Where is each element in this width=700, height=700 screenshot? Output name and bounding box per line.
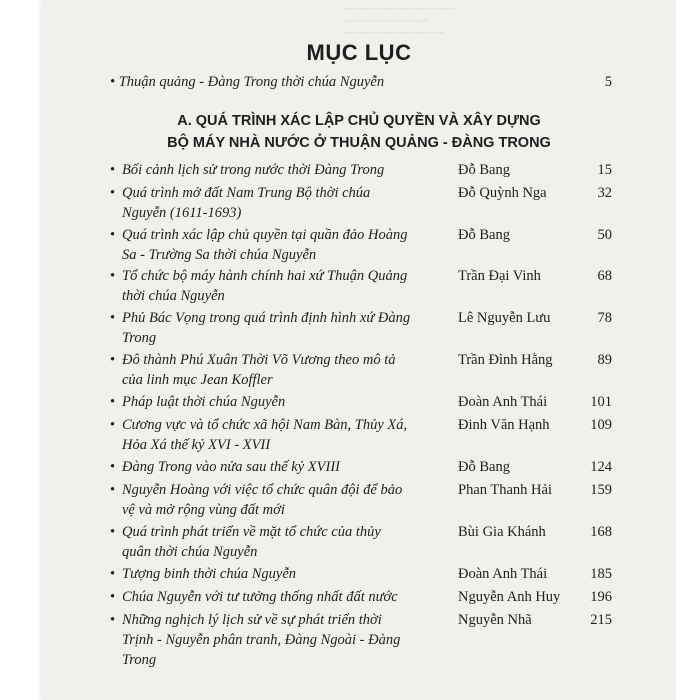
entry-title: Quá trình phát triển về mặt tổ chức của thủy quân thời chúa Nguyễn xyxy=(122,524,381,560)
entry-title: Bối cảnh lịch sử trong nước thời Đàng Trong xyxy=(122,162,385,178)
entry-author: Trần Đình Hằng xyxy=(458,352,553,368)
entry-author: Đỗ Bang xyxy=(458,459,510,475)
entry-page: 168 xyxy=(590,524,612,540)
book-page xyxy=(42,0,676,700)
bullet: • xyxy=(110,394,116,410)
entry-author: Đỗ Bang xyxy=(458,227,510,243)
entry-author: Đinh Văn Hạnh xyxy=(458,417,550,433)
bullet: • xyxy=(110,162,116,178)
show-through-text: ~~~~~~~~~~~~~~~~~~~~~ ~~~~~~~~~~~~~~~~ ~~~~~~~~~~~~~~~~~~~ xyxy=(342,4,456,39)
entry-page: 196 xyxy=(590,589,612,605)
bullet: • xyxy=(110,589,116,605)
entry-author: Phan Thanh Hải xyxy=(458,482,552,498)
entry-page: 109 xyxy=(590,417,612,433)
bullet: • xyxy=(110,459,116,475)
entry-title: Quá trình mở đất Nam Trung Bộ thời chúa Nguyễn (1611-1693) xyxy=(122,185,371,221)
section-heading xyxy=(42,110,676,154)
bullet: • xyxy=(110,417,116,433)
entry-author: Trần Đại Vinh xyxy=(458,268,541,284)
entry-page: 78 xyxy=(597,310,612,326)
entry-page: 50 xyxy=(597,227,612,243)
entry-title: Đô thành Phú Xuân Thời Võ Vương theo mô tả của linh mục Jean Koffler xyxy=(122,352,396,388)
intro-title: Thuận quảng - Đàng Trong thời chúa Nguyễn xyxy=(118,74,385,90)
entry-author: Đoàn Anh Thái xyxy=(458,566,548,582)
entry-title: Pháp luật thời chúa Nguyễn xyxy=(122,394,286,410)
entry-author: Đỗ Quỳnh Nga xyxy=(458,185,547,201)
section-heading-line-1: A. QUÁ TRÌNH XÁC LẬP CHỦ QUYỀN VÀ XÂY DỰNG xyxy=(177,113,541,129)
bullet: • xyxy=(110,227,116,243)
entry-page: 124 xyxy=(590,459,612,475)
entry-title: Cương vực và tổ chức xã hội Nam Bàn, Thủy Xá, Hỏa Xá thế kỷ XVI - XVII xyxy=(122,417,408,453)
entry-author: Lê Nguyễn Lưu xyxy=(458,310,551,326)
bullet: • xyxy=(110,74,116,90)
bullet: • xyxy=(110,524,116,540)
entry-page: 15 xyxy=(597,162,612,178)
bullet: • xyxy=(110,268,116,284)
entry-page: 68 xyxy=(597,268,612,284)
bullet: • xyxy=(110,352,116,368)
bullet: • xyxy=(110,482,116,498)
entry-title: Tượng binh thời chúa Nguyễn xyxy=(122,566,297,582)
entry-title: Tổ chức bộ máy hành chính hai xứ Thuận Quảng thời chúa Nguyễn xyxy=(122,268,408,304)
entry-title: Phủ Bác Vọng trong quá trình định hình xứ Đàng Trong xyxy=(122,310,411,346)
entry-title: Quá trình xác lập chủ quyền tại quần đảo Hoàng Sa - Trường Sa thời chúa Nguyễn xyxy=(122,227,408,263)
entry-author: Nguyễn Anh Huy xyxy=(458,589,561,605)
entry-page: 185 xyxy=(590,566,612,582)
entry-title: Đàng Trong vào nửa sau thế kỷ XVIII xyxy=(122,459,340,475)
bullet: • xyxy=(110,566,116,582)
entry-title: Những nghịch lý lịch sử về sự phát triển thời Trịnh - Nguyễn phân tranh, Đàng Ngoài - Đàng Trong xyxy=(122,612,401,668)
entry-author: Nguyễn Nhã xyxy=(458,612,532,628)
bullet: • xyxy=(110,310,116,326)
toc-intro-entry xyxy=(110,74,612,91)
intro-page: 5 xyxy=(604,74,612,90)
bullet: • xyxy=(110,185,116,201)
entry-page: 89 xyxy=(597,352,612,368)
bullet: • xyxy=(110,612,116,628)
entry-page: 215 xyxy=(590,612,612,628)
entry-author: Bùi Gia Khánh xyxy=(458,524,546,540)
entry-author: Đỗ Bang xyxy=(458,162,510,178)
entry-author: Đoàn Anh Thái xyxy=(458,394,548,410)
section-heading-line-2: BỘ MÁY NHÀ NƯỚC Ở THUẬN QUẢNG - ĐÀNG TRONG xyxy=(167,135,551,151)
entry-title: Chúa Nguyễn với tư tưởng thống nhất đất nước xyxy=(122,589,398,605)
entry-page: 159 xyxy=(590,482,612,498)
toc-heading: MỤC LỤC xyxy=(306,40,412,65)
entry-title: Nguyễn Hoàng với việc tổ chức quân đội để bảo vệ và mở rộng vùng đất mới xyxy=(122,482,403,518)
entry-page: 32 xyxy=(597,185,612,201)
entry-page: 101 xyxy=(590,394,612,410)
